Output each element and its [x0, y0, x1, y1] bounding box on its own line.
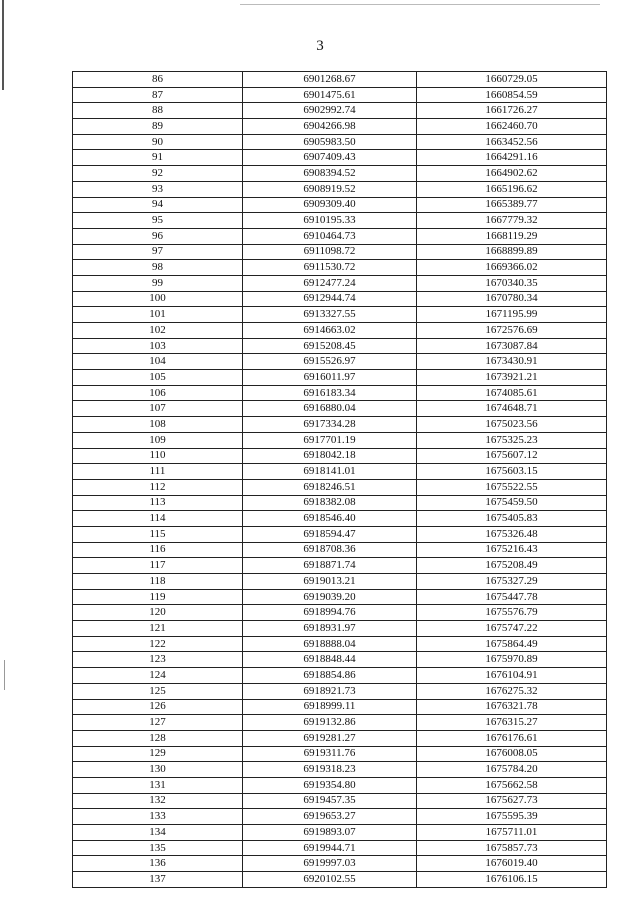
x-coordinate-cell: 6920102.55: [243, 872, 417, 888]
table-row: [73, 385, 607, 401]
point-number-cell: 123: [73, 652, 243, 668]
table-row: [73, 323, 607, 339]
point-number-cell: 111: [73, 464, 243, 480]
x-coordinate-cell: 6919653.27: [243, 809, 417, 825]
x-coordinate-cell: 6919318.23: [243, 762, 417, 778]
x-coordinate-cell: 6919039.20: [243, 589, 417, 605]
table-row: [73, 668, 607, 684]
x-coordinate-cell: 6912944.74: [243, 291, 417, 307]
x-coordinate-cell: 6919311.76: [243, 746, 417, 762]
point-number-cell: 89: [73, 119, 243, 135]
point-number-cell: 95: [73, 213, 243, 229]
y-coordinate-cell: 1673921.21: [417, 370, 607, 386]
x-coordinate-cell: 6916183.34: [243, 385, 417, 401]
point-number-cell: 113: [73, 495, 243, 511]
x-coordinate-cell: 6918999.11: [243, 699, 417, 715]
table-row: [73, 181, 607, 197]
point-number-cell: 88: [73, 103, 243, 119]
x-coordinate-cell: 6918921.73: [243, 683, 417, 699]
table-row: [73, 495, 607, 511]
point-number-cell: 136: [73, 856, 243, 872]
table-row: [73, 511, 607, 527]
point-number-cell: 133: [73, 809, 243, 825]
table-row: [73, 150, 607, 166]
point-number-cell: 128: [73, 730, 243, 746]
point-number-cell: 91: [73, 150, 243, 166]
table-row: [73, 213, 607, 229]
y-coordinate-cell: 1672576.69: [417, 323, 607, 339]
y-coordinate-cell: 1667779.32: [417, 213, 607, 229]
y-coordinate-cell: 1676106.15: [417, 872, 607, 888]
x-coordinate-cell: 6901268.67: [243, 72, 417, 88]
table-row: [73, 401, 607, 417]
coordinates-table: [72, 71, 607, 888]
y-coordinate-cell: 1664291.16: [417, 150, 607, 166]
table-row: [73, 134, 607, 150]
point-number-cell: 121: [73, 621, 243, 637]
x-coordinate-cell: 6911530.72: [243, 260, 417, 276]
table-row: [73, 417, 607, 433]
y-coordinate-cell: 1665196.62: [417, 181, 607, 197]
point-number-cell: 126: [73, 699, 243, 715]
y-coordinate-cell: 1675627.73: [417, 793, 607, 809]
point-number-cell: 108: [73, 417, 243, 433]
table-row: [73, 715, 607, 731]
coordinates-table-body: [73, 72, 607, 888]
point-number-cell: 116: [73, 542, 243, 558]
x-coordinate-cell: 6908919.52: [243, 181, 417, 197]
y-coordinate-cell: 1675711.01: [417, 825, 607, 841]
y-coordinate-cell: 1668119.29: [417, 228, 607, 244]
point-number-cell: 127: [73, 715, 243, 731]
x-coordinate-cell: 6919132.86: [243, 715, 417, 731]
table-row: [73, 275, 607, 291]
point-number-cell: 90: [73, 134, 243, 150]
point-number-cell: 92: [73, 166, 243, 182]
y-coordinate-cell: 1675662.58: [417, 777, 607, 793]
x-coordinate-cell: 6919354.80: [243, 777, 417, 793]
x-coordinate-cell: 6918888.04: [243, 636, 417, 652]
point-number-cell: 119: [73, 589, 243, 605]
table-row: [73, 448, 607, 464]
table-row: [73, 683, 607, 699]
table-row: [73, 652, 607, 668]
point-number-cell: 131: [73, 777, 243, 793]
x-coordinate-cell: 6913327.55: [243, 307, 417, 323]
table-row: [73, 370, 607, 386]
y-coordinate-cell: 1673087.84: [417, 338, 607, 354]
x-coordinate-cell: 6916011.97: [243, 370, 417, 386]
table-row: [73, 558, 607, 574]
y-coordinate-cell: 1670340.35: [417, 275, 607, 291]
y-coordinate-cell: 1676019.40: [417, 856, 607, 872]
y-coordinate-cell: 1670780.34: [417, 291, 607, 307]
table-row: [73, 699, 607, 715]
table-row: [73, 872, 607, 888]
point-number-cell: 93: [73, 181, 243, 197]
x-coordinate-cell: 6918871.74: [243, 558, 417, 574]
table-row: [73, 746, 607, 762]
y-coordinate-cell: 1676008.05: [417, 746, 607, 762]
y-coordinate-cell: 1675784.20: [417, 762, 607, 778]
y-coordinate-cell: 1675607.12: [417, 448, 607, 464]
point-number-cell: 100: [73, 291, 243, 307]
x-coordinate-cell: 6910464.73: [243, 228, 417, 244]
y-coordinate-cell: 1675459.50: [417, 495, 607, 511]
y-coordinate-cell: 1675327.29: [417, 574, 607, 590]
table-row: [73, 354, 607, 370]
y-coordinate-cell: 1675023.56: [417, 417, 607, 433]
x-coordinate-cell: 6916880.04: [243, 401, 417, 417]
table-row: [73, 730, 607, 746]
x-coordinate-cell: 6918141.01: [243, 464, 417, 480]
point-number-cell: 102: [73, 323, 243, 339]
table-row: [73, 809, 607, 825]
y-coordinate-cell: 1675595.39: [417, 809, 607, 825]
y-coordinate-cell: 1665389.77: [417, 197, 607, 213]
point-number-cell: 129: [73, 746, 243, 762]
scan-margin-mark: [4, 660, 5, 690]
table-row: [73, 526, 607, 542]
y-coordinate-cell: 1669366.02: [417, 260, 607, 276]
point-number-cell: 87: [73, 87, 243, 103]
point-number-cell: 99: [73, 275, 243, 291]
y-coordinate-cell: 1676275.32: [417, 683, 607, 699]
y-coordinate-cell: 1675970.89: [417, 652, 607, 668]
x-coordinate-cell: 6919457.35: [243, 793, 417, 809]
x-coordinate-cell: 6912477.24: [243, 275, 417, 291]
point-number-cell: 130: [73, 762, 243, 778]
y-coordinate-cell: 1675326.48: [417, 526, 607, 542]
y-coordinate-cell: 1676176.61: [417, 730, 607, 746]
y-coordinate-cell: 1660729.05: [417, 72, 607, 88]
x-coordinate-cell: 6918854.86: [243, 668, 417, 684]
point-number-cell: 122: [73, 636, 243, 652]
point-number-cell: 105: [73, 370, 243, 386]
x-coordinate-cell: 6919013.21: [243, 574, 417, 590]
table-row: [73, 291, 607, 307]
point-number-cell: 135: [73, 840, 243, 856]
x-coordinate-cell: 6918246.51: [243, 479, 417, 495]
x-coordinate-cell: 6918382.08: [243, 495, 417, 511]
table-row: [73, 119, 607, 135]
x-coordinate-cell: 6918594.47: [243, 526, 417, 542]
x-coordinate-cell: 6917701.19: [243, 432, 417, 448]
table-row: [73, 605, 607, 621]
point-number-cell: 97: [73, 244, 243, 260]
y-coordinate-cell: 1668899.89: [417, 244, 607, 260]
x-coordinate-cell: 6917334.28: [243, 417, 417, 433]
x-coordinate-cell: 6910195.33: [243, 213, 417, 229]
table-row: [73, 244, 607, 260]
point-number-cell: 98: [73, 260, 243, 276]
point-number-cell: 124: [73, 668, 243, 684]
x-coordinate-cell: 6905983.50: [243, 134, 417, 150]
y-coordinate-cell: 1675405.83: [417, 511, 607, 527]
table-row: [73, 589, 607, 605]
table-row: [73, 338, 607, 354]
y-coordinate-cell: 1675325.23: [417, 432, 607, 448]
point-number-cell: 134: [73, 825, 243, 841]
table-row: [73, 636, 607, 652]
point-number-cell: 125: [73, 683, 243, 699]
x-coordinate-cell: 6918994.76: [243, 605, 417, 621]
x-coordinate-cell: 6918848.44: [243, 652, 417, 668]
table-row: [73, 432, 607, 448]
point-number-cell: 107: [73, 401, 243, 417]
point-number-cell: 118: [73, 574, 243, 590]
x-coordinate-cell: 6919281.27: [243, 730, 417, 746]
table-row: [73, 840, 607, 856]
table-row: [73, 103, 607, 119]
y-coordinate-cell: 1675447.78: [417, 589, 607, 605]
point-number-cell: 96: [73, 228, 243, 244]
table-row: [73, 260, 607, 276]
y-coordinate-cell: 1662460.70: [417, 119, 607, 135]
y-coordinate-cell: 1675522.55: [417, 479, 607, 495]
x-coordinate-cell: 6919997.03: [243, 856, 417, 872]
x-coordinate-cell: 6919893.07: [243, 825, 417, 841]
y-coordinate-cell: 1674085.61: [417, 385, 607, 401]
table-row: [73, 621, 607, 637]
x-coordinate-cell: 6914663.02: [243, 323, 417, 339]
table-row: [73, 825, 607, 841]
x-coordinate-cell: 6919944.71: [243, 840, 417, 856]
y-coordinate-cell: 1675603.15: [417, 464, 607, 480]
point-number-cell: 110: [73, 448, 243, 464]
x-coordinate-cell: 6908394.52: [243, 166, 417, 182]
table-row: [73, 542, 607, 558]
y-coordinate-cell: 1675208.49: [417, 558, 607, 574]
y-coordinate-cell: 1676104.91: [417, 668, 607, 684]
y-coordinate-cell: 1675857.73: [417, 840, 607, 856]
y-coordinate-cell: 1676321.78: [417, 699, 607, 715]
table-row: [73, 479, 607, 495]
table-row: [73, 307, 607, 323]
table-row: [73, 87, 607, 103]
page-number: 3: [316, 38, 324, 54]
table-row: [73, 464, 607, 480]
y-coordinate-cell: 1661726.27: [417, 103, 607, 119]
point-number-cell: 86: [73, 72, 243, 88]
table-row: [73, 228, 607, 244]
point-number-cell: 137: [73, 872, 243, 888]
x-coordinate-cell: 6911098.72: [243, 244, 417, 260]
x-coordinate-cell: 6907409.43: [243, 150, 417, 166]
y-coordinate-cell: 1660854.59: [417, 87, 607, 103]
point-number-cell: 101: [73, 307, 243, 323]
y-coordinate-cell: 1663452.56: [417, 134, 607, 150]
x-coordinate-cell: 6904266.98: [243, 119, 417, 135]
point-number-cell: 132: [73, 793, 243, 809]
x-coordinate-cell: 6902992.74: [243, 103, 417, 119]
table-row: [73, 777, 607, 793]
x-coordinate-cell: 6918546.40: [243, 511, 417, 527]
y-coordinate-cell: 1664902.62: [417, 166, 607, 182]
y-coordinate-cell: 1674648.71: [417, 401, 607, 417]
x-coordinate-cell: 6918931.97: [243, 621, 417, 637]
point-number-cell: 120: [73, 605, 243, 621]
x-coordinate-cell: 6918042.18: [243, 448, 417, 464]
table-row: [73, 166, 607, 182]
y-coordinate-cell: 1675216.43: [417, 542, 607, 558]
point-number-cell: 104: [73, 354, 243, 370]
y-coordinate-cell: 1675576.79: [417, 605, 607, 621]
point-number-cell: 112: [73, 479, 243, 495]
point-number-cell: 94: [73, 197, 243, 213]
y-coordinate-cell: 1676315.27: [417, 715, 607, 731]
table-row: [73, 762, 607, 778]
point-number-cell: 103: [73, 338, 243, 354]
table-row: [73, 856, 607, 872]
table-row: [73, 574, 607, 590]
x-coordinate-cell: 6909309.40: [243, 197, 417, 213]
x-coordinate-cell: 6901475.61: [243, 87, 417, 103]
point-number-cell: 115: [73, 526, 243, 542]
y-coordinate-cell: 1675747.22: [417, 621, 607, 637]
x-coordinate-cell: 6915526.97: [243, 354, 417, 370]
point-number-cell: 109: [73, 432, 243, 448]
scan-edge-line: [240, 4, 600, 5]
x-coordinate-cell: 6915208.45: [243, 338, 417, 354]
point-number-cell: 117: [73, 558, 243, 574]
table-row: [73, 72, 607, 88]
y-coordinate-cell: 1671195.99: [417, 307, 607, 323]
y-coordinate-cell: 1675864.49: [417, 636, 607, 652]
point-number-cell: 106: [73, 385, 243, 401]
table-row: [73, 793, 607, 809]
y-coordinate-cell: 1673430.91: [417, 354, 607, 370]
table-row: [73, 197, 607, 213]
x-coordinate-cell: 6918708.36: [243, 542, 417, 558]
point-number-cell: 114: [73, 511, 243, 527]
